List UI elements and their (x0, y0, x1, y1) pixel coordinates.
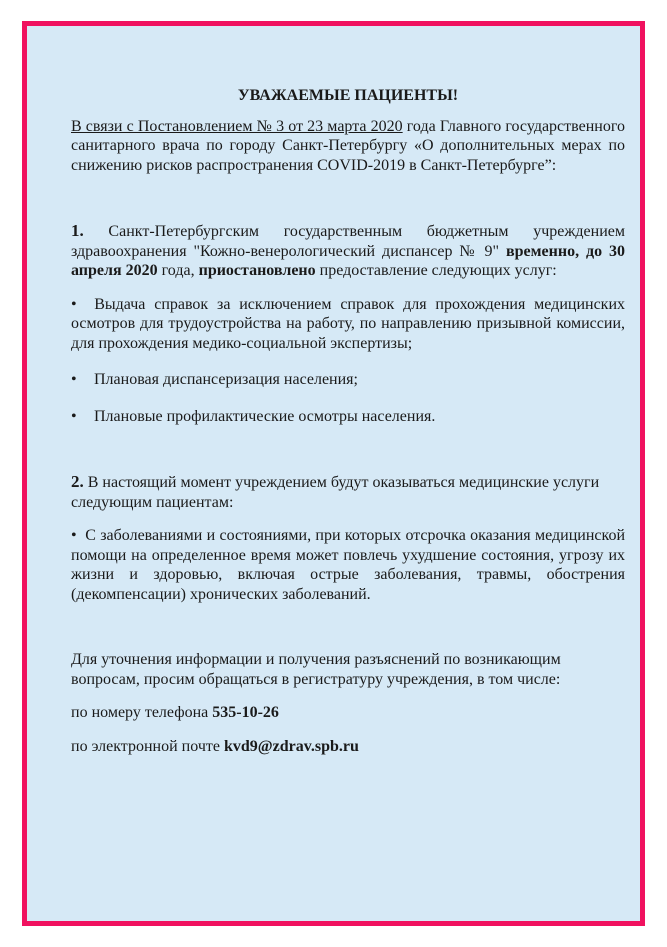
intro-paragraph (71, 117, 625, 176)
list-item (71, 370, 625, 390)
list-item (71, 526, 625, 604)
section-1-paragraph (71, 221, 625, 281)
notice-frame (22, 21, 645, 926)
service-item-1: Выдача справок за исключением справок для прохождения медицинских осмотров для трудоустройства на работу, по направлению призывной комиссии, для прохождения медико-социальной экспертизы; (71, 295, 626, 352)
phone-line (71, 703, 625, 723)
email-line (71, 737, 625, 757)
phone-number: 535-10-26 (212, 704, 279, 721)
section-2-paragraph (71, 472, 625, 512)
email-label: по электронной почте (71, 737, 224, 755)
list-item (71, 407, 625, 427)
bullet-icon: • (71, 527, 77, 544)
bullet-icon: • (71, 371, 77, 388)
phone-label: по номеру телефона (71, 704, 213, 721)
decree-reference: В связи с Постановлением № 3 от 23 марта 2020 (71, 117, 403, 135)
section-2-text: В настоящий момент учреждением будут оказываться медицинские услуги следующим пациентам: (71, 474, 600, 511)
section-1-bold-a: временно, до 30 апреля 2020 (71, 242, 626, 279)
service-item-3: Плановые профилактические осмотры населения. (94, 407, 436, 425)
contacts-intro: Для уточнения информации и получения разъяснений по возникающим вопросам, просим обращаться в регистратуру учреждения, в том числе: (71, 651, 561, 688)
section-2-number: 2. (71, 472, 84, 491)
patient-category-item: С заболеваниями и состояниями, при которых отсрочка оказания медицинской помощи на определенное время может повлечь ухудшение состояния, угрозу их жизни и здоровью, включая острые заболевания, травмы, обострения (декомпенсации) хронических заболеваний. (71, 527, 626, 603)
bullet-icon: • (71, 295, 77, 313)
section-1-number: 1. (71, 221, 84, 240)
notice-title: УВАЖАЕМЫЕ ПАЦИЕНТЫ! (237, 87, 459, 104)
section-1-text-a: Санкт-Петербургским государственным бюджетным учреждением здравоохранения "Кожно-венерологический диспансер № 9" (71, 223, 625, 260)
service-item-2: Плановая диспансеризация населения; (94, 371, 358, 388)
intro-text: года Главного государственного санитарного врача по городу Санкт-Петербургу «О дополнительных мерах по снижению рисков распространения COVID-2019 в Санкт-Петербурге”: (71, 117, 626, 174)
section-1-text-c: предоставление следующих услуг: (315, 262, 557, 279)
email-address: kvd9@zdrav.spb.ru (223, 737, 359, 755)
notice-content (71, 50, 625, 756)
list-item (71, 295, 625, 354)
section-1-text-b: года, (157, 262, 199, 279)
bullet-icon: • (71, 407, 77, 425)
section-1-bold-b: приостановлено (198, 262, 316, 279)
